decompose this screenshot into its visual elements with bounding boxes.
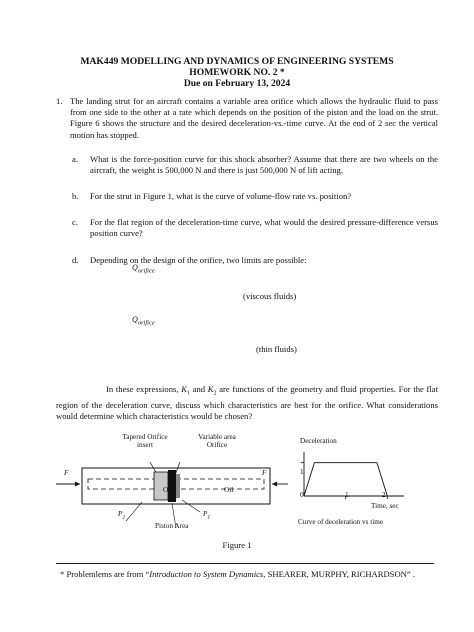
variable-label-line2: Orifice	[206, 441, 228, 449]
oil-left-label: Oil	[163, 486, 173, 494]
piston-area-label: Piston Area	[155, 522, 189, 530]
paragraph-part1: In these expressions,	[106, 384, 182, 394]
question-c-label: c.	[72, 217, 78, 227]
k2-symbol: K	[207, 384, 214, 394]
thin-note: (thin fluids)	[256, 344, 297, 354]
figure-caption: Figure 1	[222, 540, 252, 550]
question-c-text: For the flat region of the deceleration-time curve, what would the desired pressure-difference versus position curve?	[90, 217, 438, 239]
tapered-label-line1: Tapered Orifice	[122, 433, 168, 441]
k1-symbol: K	[181, 384, 187, 394]
right-force-label: F	[262, 469, 267, 477]
tapered-label-line2: insert	[137, 441, 153, 449]
formula-2-subscript: orifice	[137, 319, 155, 327]
left-force-arrowhead	[75, 482, 80, 487]
right-force-arrowhead	[272, 482, 277, 487]
due-date: Due on February 13, 2024	[183, 78, 291, 89]
oil-right-label: Oil	[224, 486, 234, 494]
left-force-label: F	[64, 469, 69, 477]
question-a-label: a.	[72, 154, 78, 164]
question-b-label: b.	[72, 191, 79, 201]
discussion-paragraph	[56, 384, 438, 422]
footnote	[60, 569, 440, 579]
x-tick-1-label: 1	[345, 491, 349, 499]
q-symbol: Q	[132, 315, 138, 324]
homework-number: HOMEWORK NO. 2 *	[189, 67, 285, 78]
footnote-rule	[56, 563, 434, 564]
p1-label	[203, 510, 210, 520]
chart-axes	[301, 452, 404, 499]
problem-number: 1.	[56, 96, 63, 106]
viscous-note: (viscous fluids)	[243, 291, 297, 301]
p1-symbol: P	[203, 510, 208, 518]
deceleration-chart	[294, 448, 414, 510]
chart-title: Deceleration	[300, 437, 337, 445]
footnote-prefix: * Problemlems are from “	[60, 569, 150, 579]
p2-symbol: P	[118, 510, 123, 518]
k1-subscript: 1	[186, 390, 190, 397]
p2-subscript: 2	[122, 514, 126, 521]
orifice-gap	[176, 474, 180, 498]
x-tick-2-label: 2	[382, 491, 386, 499]
variable-label-line1: Variable area	[198, 433, 236, 441]
footnote-suffix: , SHEARER, MURPHY, RICHARDSON” .	[263, 569, 415, 579]
formula-1-subscript: orifice	[137, 267, 155, 275]
footnote-book-title: Introduction to System Dynamics	[149, 569, 264, 579]
formula-2	[132, 315, 155, 327]
question-b-text: For the strut in Figure 1, what is the curve of volume-flow rate vs. position?	[90, 191, 352, 201]
k2-subscript: 2	[213, 390, 217, 397]
x-axis-label: Time, sec	[371, 502, 399, 510]
x-tick-0-label: 0	[300, 491, 304, 499]
paragraph-and: and	[189, 384, 208, 394]
q-symbol: Q	[132, 263, 138, 272]
question-a-text: What is the force-position curve for this shock absorber? Assume that there are two wheels on the aircraft, the weight is 500,000 N and there is just 500,000 N of lift acting.	[90, 154, 438, 176]
p1-leader	[182, 500, 200, 512]
question-d-text: Depending on the design of the orifice, two limits are possible:	[90, 255, 307, 265]
formula-1	[132, 263, 155, 275]
chart-caption: Curve of deceleration vs time	[298, 518, 384, 526]
y-tick-label: 1	[300, 468, 304, 476]
p2-label	[118, 510, 125, 520]
question-d-label: d.	[72, 255, 79, 265]
p2-leader	[126, 502, 142, 521]
p1-subscript: 1	[207, 514, 211, 521]
document-title: MAK449 MODELLING AND DYNAMICS OF ENGINEERING SYSTEMS	[80, 56, 394, 67]
problem-text: The landing strut for an aircraft contains a variable area orifice which allows the hydraulic fluid to pass from one side to the other at a rate which depends on the position of the piston and the load on the strut. Figure 6 shows the structure and the desired deceleration-vs.-time curve. At the end of 2 sec the vertical motion has stopped.	[70, 96, 438, 140]
paragraph-part2: are functions of the geometry and fluid properties. For the flat region of the deceleration curve, discuss which characteristics are best for the orifice. What considerations would determine which characteristics would be chosen?	[56, 384, 438, 422]
